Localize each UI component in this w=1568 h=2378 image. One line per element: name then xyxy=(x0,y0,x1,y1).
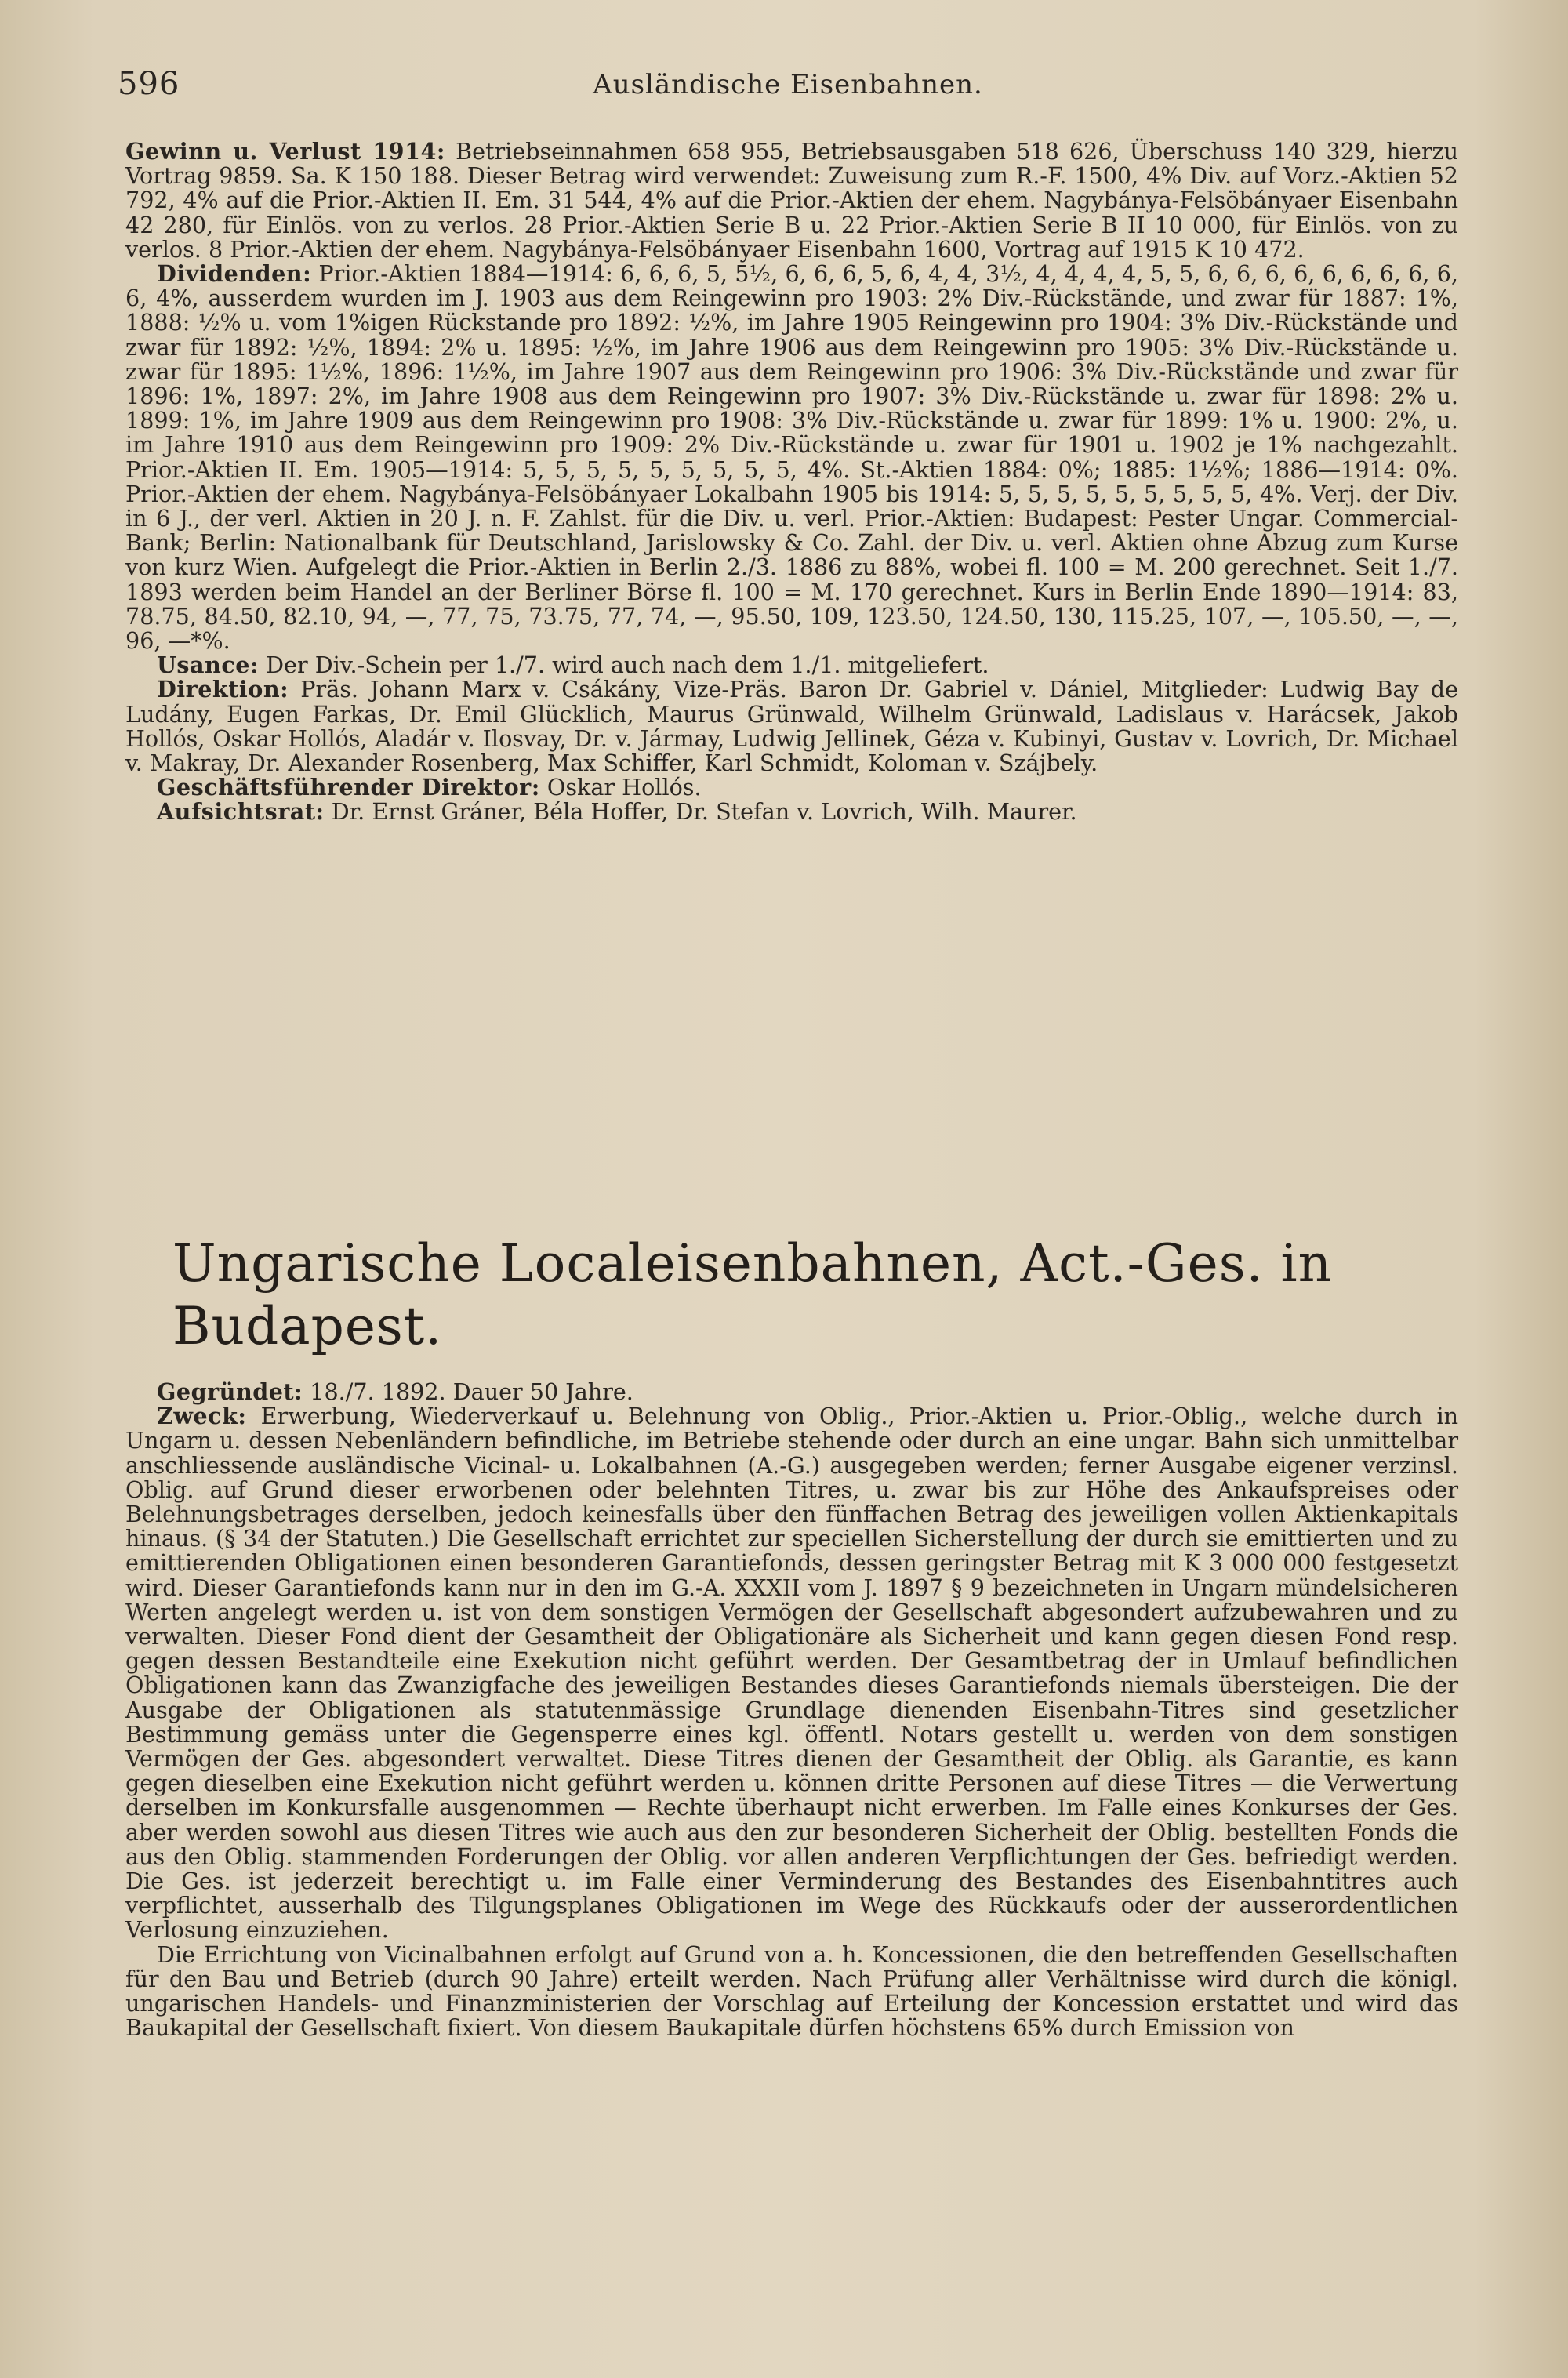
section-previous-company xyxy=(125,140,1458,825)
section-company-entry xyxy=(125,1380,1458,2040)
vicinalbahnen-paragraph xyxy=(125,1943,1458,2041)
gegruendet-paragraph xyxy=(125,1380,1458,1404)
usance-text: Der Div.-Schein per 1./7. wird auch nach dem 1./1. mitgeliefert. xyxy=(266,652,989,679)
aufsichtsrat-paragraph xyxy=(125,800,1458,824)
gewinn-paragraph xyxy=(125,140,1458,262)
direktion-label: Direktion: xyxy=(157,676,289,703)
dividenden-label: Dividenden: xyxy=(157,260,312,288)
zweck-paragraph xyxy=(125,1404,1458,1942)
direktion-text: Präs. Johann Marx v. Csákány, Vize-Präs. Baron Dr. Gabriel v. Dániel, Mitglieder: Ludwig Bay de Ludány, Eugen Farkas, Dr. Emil Glücklich, Maurus Grünwald, Wilhelm Grünwald, Ladislaus v. Harácsek, Jakob Hollós, Oskar Hollós, Aladár v. Ilosvay, Dr. v. Jármay, Ludwig Jellinek, Géza v. Kubinyi, Gustav v. Lovrich, Dr. Michael v. Makray, Dr. Alexander Rosenberg, Max Schiffer, Karl Schmidt, Koloman v. Szájbely. xyxy=(125,676,1459,777)
geschaeftsfuehrer-paragraph xyxy=(125,775,1458,800)
aufsichtsrat-label: Aufsichtsrat: xyxy=(157,798,325,826)
vicinalbahnen-text: Die Errichtung von Vicinalbahnen erfolgt auf Grund von a. h. Koncessionen, die den betreffenden Gesellschaften für den Bau und Betrieb (durch 90 Jahre) erteilt werden. Nach Prüfung aller Verhältnisse wird durch die königl. ungarischen Handels- und Finanzministerien der Vorschlag auf Erteilung der Koncession erstattet und wird das Baukapital der Gesellschaft fixiert. Von diesem Baukapitale dürfen höchstens 65% durch Emission von xyxy=(125,1941,1458,2042)
running-head: Ausländische Eisenbahnen. xyxy=(593,69,983,100)
page-number: 596 xyxy=(118,66,180,102)
aufsichtsrat-text: Dr. Ernst Gráner, Béla Hoffer, Dr. Stefan v. Lovrich, Wilh. Maurer. xyxy=(331,798,1077,826)
gegruendet-text: 18./7. 1892. Dauer 50 Jahre. xyxy=(310,1378,633,1405)
zweck-label: Zweck: xyxy=(157,1403,247,1430)
direktion-paragraph xyxy=(125,677,1458,775)
gegruendet-label: Gegründet: xyxy=(157,1378,303,1405)
company-title: Ungarische Localeisenbahnen, Act.-Ges. in Budapest. xyxy=(172,1233,1333,1356)
dividenden-paragraph xyxy=(125,262,1458,653)
geschaeftsfuehrer-label: Geschäftsführender Direktor: xyxy=(157,774,540,801)
zweck-text: Erwerbung, Wiederverkauf u. Belehnung von Oblig., Prior.-Aktien u. Prior.-Oblig., welche durch in Ungarn u. dessen Nebenländern befindliche, im Betriebe stehende oder durch an eine ungar. Bahn sich unmittelbar anschliessende ausländische Vicinal- u. Lokalbahnen (A.-G.) ausgegeben werden; ferner Ausgabe eigener verzinsl. Oblig. auf Grund dieser erworbenen oder belehnten Titres, u. zwar bis zur Höhe des Ankaufspreises oder Belehnungsbetrages derselben, jedoch keinesfalls über den fünffachen Betrag des jeweiligen vollen Aktienkapitals hinaus. (§ 34 der Statuten.) Die Gesellschaft errichtet zur speciellen Sicherstellung der durch sie emittierten und zu emittierenden Obligationen einen besonderen Garantiefonds, dessen geringster Betrag mit K 3 000 000 festgesetzt wird. Dieser Garantiefonds kann nur in den im G.-A. XXXII vom J. 1897 § 9 bezeichneten in Ungarn mündelsicheren Werten angelegt werden u. ist von dem sonstigen Vermögen der Gesellschaft abgesondert aufzubewahren und zu verwalten. Dieser Fond dient der Gesamtheit der Obligationäre als Sicherheit und kann gegen diesen Fond resp. gegen dessen Bestandteile eine Exekution nicht geführt werden. Der Gesamtbetrag der in Umlauf befindlichen Obligationen kann das Zwanzigfache des jeweiligen Bestandes dieses Garantiefonds niemals übersteigen. Die der Ausgabe der Obligationen als statutenmässige Grundlage dienenden Eisenbahn-Titres sind gesetzlicher Bestimmung gemäss unter die Gegensperre eines kgl. öffentl. Notars gestellt u. werden von dem sonstigen Vermögen der Ges. abgesondert verwaltet. Diese Titres dienen der Gesamtheit der Oblig. als Garantie, es kann gegen dieselben eine Exekution nicht geführt werden u. können dritte Personen auf diese Titres — die Verwertung derselben im Konkursfalle ausgenommen — Rechte überhaupt nicht erwerben. Im Falle eines Konkurses der Ges. aber werden sowohl aus diesen Titres wie auch aus den zur besonderen Sicherheit der Oblig. bestellten Fonds die aus den Oblig. stammenden Forderungen der Oblig. vor allen anderen Verpflichtungen der Ges. befriedigt werden. Die Ges. ist jederzeit berechtigt u. im Falle einer Verminderung des Bestandes des Eisenbahntitres auch verpflichtet, ausserhalb des Tilgungsplanes Obligationen im Wege des Rückkaufs oder der ausserordentlichen Verlosung einzuziehen. xyxy=(125,1403,1459,1944)
page-header xyxy=(118,66,1458,113)
usance-label: Usance: xyxy=(157,652,260,679)
gewinn-label: Gewinn u. Verlust 1914: xyxy=(125,138,445,165)
dividenden-text: Prior.-Aktien 1884—1914: 6, 6, 6, 5, 5½, 6, 6, 6, 5, 6, 4, 4, 3½, 4, 4, 4, 4, 5, 5, 6, 6, 6, 6, 6, 6, 6, 6, 6, 6, 4%, ausserdem wurden im J. 1903 aus dem Reingewinn pro 1903: 2% Div.-Rückstände, und zwar für 1887: 1%, 1888: ½% u. vom 1%igen Rückstande pro 1892: ½%, im Jahre 1905 Reingewinn pro 1904: 3% Div.-Rückstände und zwar für 1892: ½%, 1894: 2% u. 1895: ½%, im Jahre 1906 aus dem Reingewinn pro 1905: 3% Div.-Rückstände u. zwar für 1895: 1½%, 1896: 1½%, im Jahre 1907 aus dem Reingewinn pro 1906: 3% Div.-Rückstände und zwar für 1896: 1%, 1897: 2%, im Jahre 1908 aus dem Reingewinn pro 1907: 3% Div.-Rückstände u. zwar für 1898: 2% u. 1899: 1%, im Jahre 1909 aus dem Reingewinn pro 1908: 3% Div.-Rückstände u. zwar für 1899: 1% u. 1900: 2%, u. im Jahre 1910 aus dem Reingewinn pro 1909: 2% Div.-Rückstände u. zwar für 1901 u. 1902 je 1% nachgezahlt. Prior.-Aktien II. Em. 1905—1914: 5, 5, 5, 5, 5, 5, 5, 5, 5, 4%. St.-Aktien 1884: 0%; 1885: 1½%; 1886—1914: 0%. Prior.-Aktien der ehem. Nagybánya-Felsöbányaer Lokalbahn 1905 bis 1914: 5, 5, 5, 5, 5, 5, 5, 5, 5, 4%. Verj. der Div. in 6 J., der verl. Aktien in 20 J. n. F. Zahlst. für die Div. u. verl. Prior.-Aktien: Budapest: Pester Ungar. Commercial-Bank; Berlin: Nationalbank für Deutschland, Jarislowsky & Co. Zahl. der Div. u. verl. Aktien ohne Abzug zum Kurse von kurz Wien. Aufgelegt die Prior.-Aktien in Berlin 2./3. 1886 zu 88%, wobei fl. 100 = M. 200 gerechnet. Seit 1./7. 1893 werden beim Handel an der Berliner Börse fl. 100 = M. 170 gerechnet. Kurs in Berlin Ende 1890—1914: 83, 78.75, 84.50, 82.10, 94, —, 77, 75, 73.75, 77, 74, —, 95.50, 109, 123.50, 124.50, 130, 115.25, 107, —, 105.50, —, —, 96, —*%. xyxy=(125,260,1458,655)
usance-paragraph xyxy=(125,653,1458,677)
geschaeftsfuehrer-text: Oskar Hollós. xyxy=(546,774,702,801)
gewinn-text: Betriebseinnahmen 658 955, Betriebsausgaben 518 626, Überschuss 140 329, hierzu Vortrag 9859. Sa. K 150 188. Dieser Betrag wird verwendet: Zuweisung zum R.-F. 1500, 4% Div. auf Vorz.-Aktien 52 792, 4% auf die Prior.-Aktien II. Em. 31 544, 4% auf die Prior.-Aktien der ehem. Nagybánya-Felsöbányaer Eisenbahn 42 280, für Einlös. von zu verlos. 28 Prior.-Aktien Serie B u. 22 Prior.-Aktien Serie B II 10 000, für Einlös. von zu verlos. 8 Prior.-Aktien der ehem. Nagybánya-Felsöbányaer Eisenbahn 1600, Vortrag auf 1915 K 10 472. xyxy=(125,138,1459,263)
